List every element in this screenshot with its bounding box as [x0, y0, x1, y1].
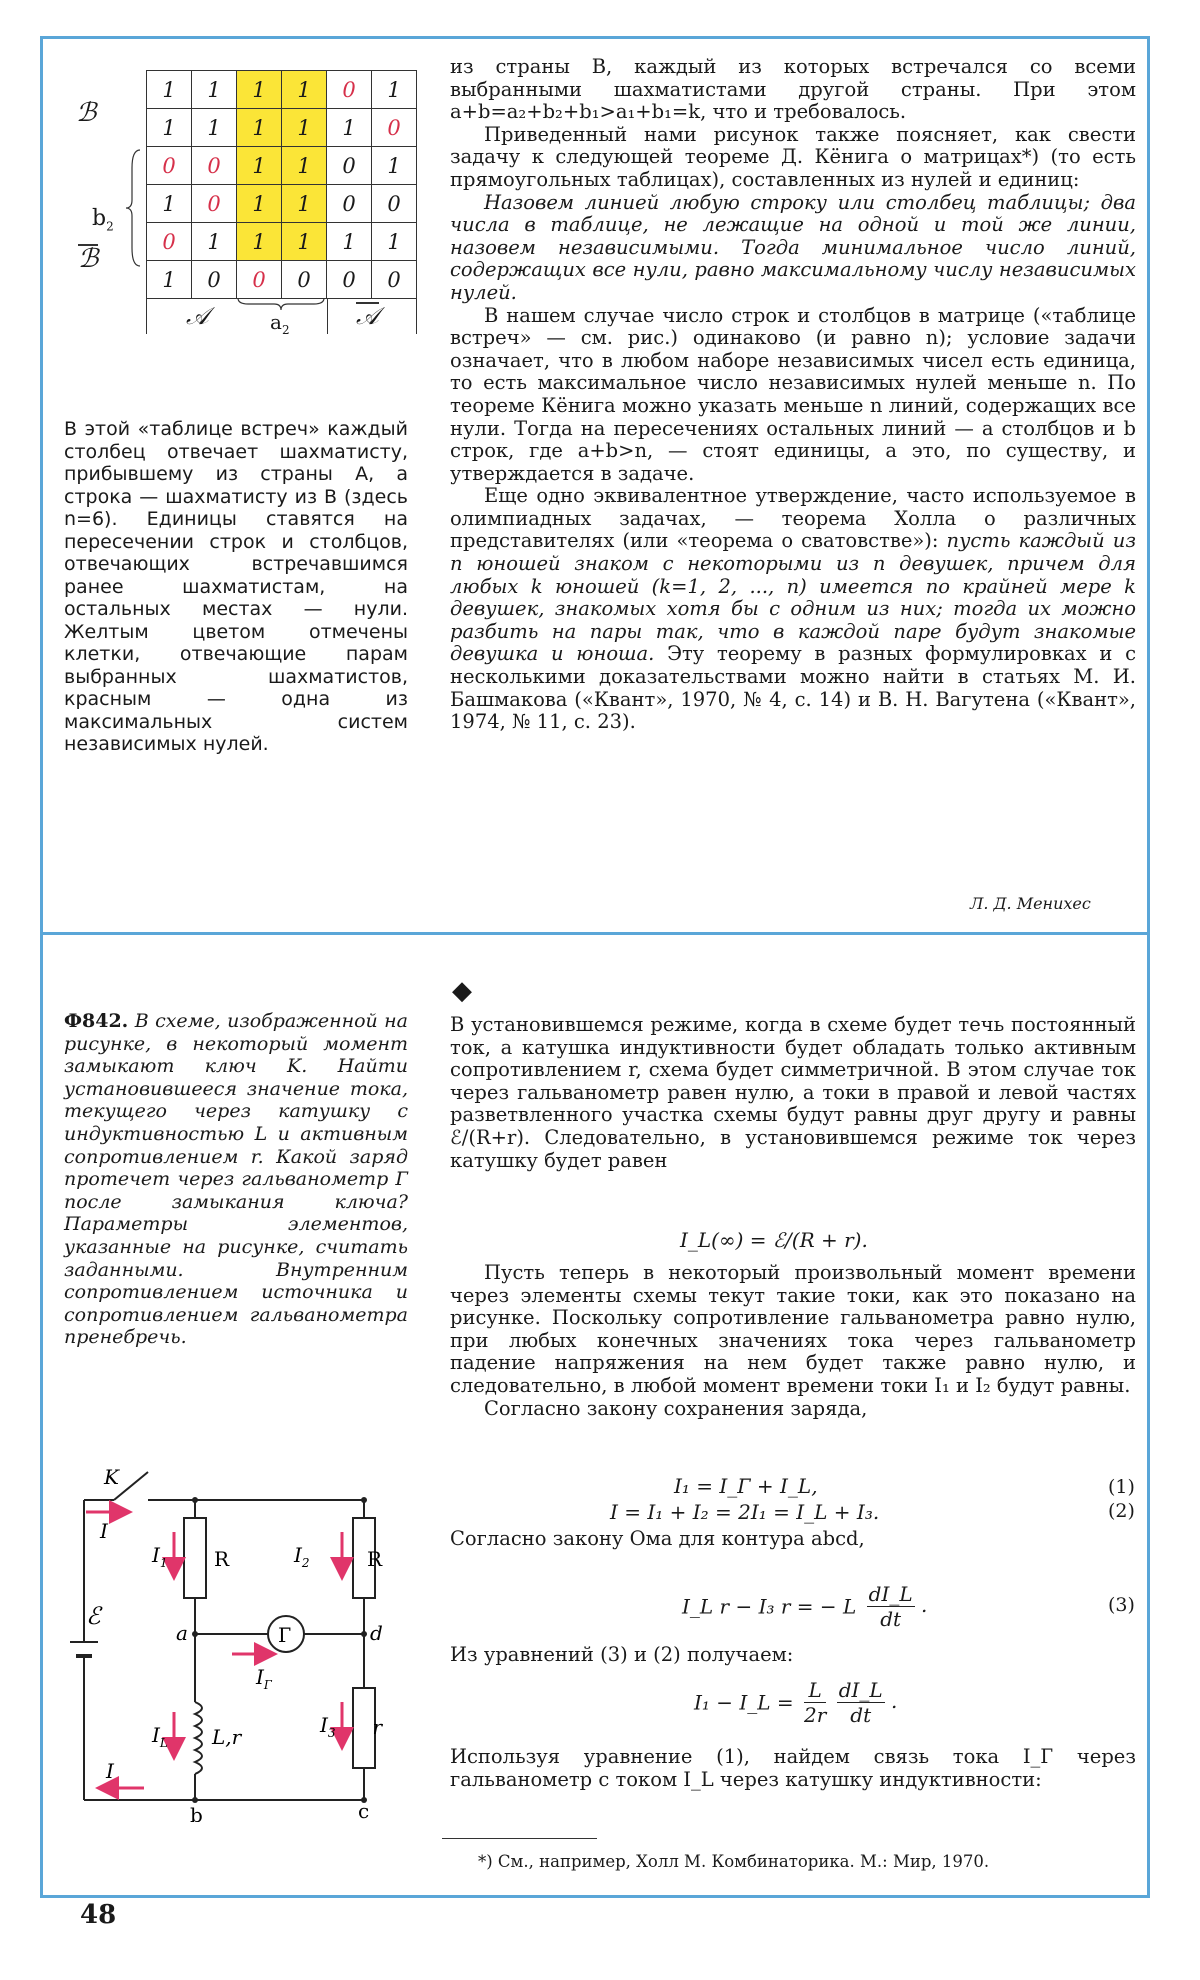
figure-caption	[64, 418, 408, 756]
problem-text: В схеме, изображенной на рисунке, в некоторый момент замыкают ключ K. Найти установившееся значение тока, текущего через катушку с индуктивностью L и активным сопротивлением r. Какой заряд протечет через гальванометр Г после замыкания ключа? Параметры элементов, указанные на рисунке, считать заданными. Внутренним сопротивлением источника и сопротивлением гальванометра пренебречь.	[64, 1010, 409, 1349]
matrix-cell: 0	[327, 261, 372, 299]
paragraph-3-theorem: Назовем линией любую строку или столбец таблицы; два числа в таблице, не лежащие на одной и той же линии, назовем независимыми. Тогда минимальное число линий, содержащих все нули, равно максимальному числу независимых нулей.	[450, 190, 1136, 304]
paragraph-4: В нашем случае число строк и столбцов в матрице («таблице встреч» — см. рис.) одинаково (и равно n); условие задачи означает, что в любом наборе независимых чисел есть единица, то есть максимальное число независимых нулей меньше n. По теореме Кёнига можно указать меньше n линий, содержащих все нули. Тогда на пересечениях остальных линий — a столбцов и b строк, где a+b>n, — стоят единицы, а это, по существу, и утверждается в задаче.	[450, 303, 1136, 485]
matrix-cell: 1	[282, 71, 327, 109]
label-I-bottom: I	[106, 1759, 114, 1783]
matrix-cell: 1	[237, 223, 282, 261]
eq-2: I = I₁ + I₂ = 2I₁ = I_L + I₃.	[610, 1500, 880, 1524]
signature: Л. Д. Менихес	[970, 894, 1091, 913]
solution-p5: Из уравнений (3) и (2) получаем:	[450, 1643, 794, 1666]
matrix-cell: 1	[237, 109, 282, 147]
footnote-rule	[442, 1838, 597, 1839]
matrix-cell: 1	[372, 223, 417, 261]
label-Abar: 𝒜	[356, 302, 379, 330]
solution-marker: ◆	[452, 976, 472, 1006]
matrix-cell: 1	[147, 261, 192, 299]
label-I1: $I_1$	[152, 1543, 168, 1570]
matrix-cell: 1	[282, 109, 327, 147]
matrix-cell: 0	[327, 71, 372, 109]
matrix-cell: 1	[237, 71, 282, 109]
matrix-cell: 1	[372, 147, 417, 185]
eq-3-number: (3)	[1108, 1594, 1135, 1616]
eq-steady: I_L(∞) = ℰ/(R + r).	[680, 1228, 868, 1252]
paragraph-2: Приведенный нами рисунок также поясняет, как свести задачу к следующей теореме Д. Кёнига о матрицах*) (то есть прямоугольных таблицах), составленных из нулей и единиц:	[450, 122, 1136, 191]
solution-p2: Пусть теперь в некоторый произвольный момент времени через элементы схемы текут такие токи, как это показано на рисунке. Поскольку сопротивление гальванометра равно нулю, при любых конечных значениях тока через гальванометр падение напряжения на нем будет также равно нулю, и следовательно, в любой момент времени токи I₁ и I₂ будут равны. Согласно закону сохранения заряда,	[450, 1261, 1136, 1420]
matrix-cell: 1	[237, 185, 282, 223]
label-A: 𝒜	[186, 302, 209, 330]
matrix-cell: 0	[327, 185, 372, 223]
matrix-column-labels	[146, 298, 416, 338]
matrix-cell: 1	[147, 109, 192, 147]
matrix-cell: 1	[192, 223, 237, 261]
node-a: a	[176, 1621, 188, 1645]
matrix-cell: 1	[237, 147, 282, 185]
caption-text: В этой «таблице встреч» каждый столбец отвечает шахматисту, прибывшему из страны A, а строка — шахматисту из B (здесь n=6). Единицы ставятся на пересечении строк и столбцов, отвечающих встречавшимся ранее шахматистам, на остальных местах — нули. Желтым цветом отмечены клетки, отвечающие парам выбранных шахматистов, красным — одна из максимальных систем независимых нулей.	[64, 418, 408, 755]
node-c: c	[358, 1799, 370, 1822]
solution-p4: Согласно закону Ома для контура abcd,	[450, 1527, 865, 1550]
matrix-cell: 0	[237, 261, 282, 299]
label-I-top: I	[100, 1519, 108, 1543]
matrix-cell: 0	[147, 223, 192, 261]
b2-brace	[126, 148, 146, 268]
matrix-cell: 1	[192, 71, 237, 109]
label-Bbar: ℬ	[78, 244, 99, 274]
eq-4: I₁ − I_L = $\frac{L}{2r}$ $\frac{dI\_L}{dt}$ .	[694, 1678, 898, 1727]
section-divider	[40, 932, 1150, 935]
page-number: 48	[80, 1900, 117, 1930]
node-d: d	[370, 1621, 383, 1645]
matrix-cell: 0	[192, 185, 237, 223]
label-a2: $a_2$	[270, 310, 290, 337]
label-B: ℬ	[76, 98, 97, 128]
eq-3: I_L r − I₃ r = − L $\frac{dI\_L}{dt}$ .	[682, 1582, 928, 1631]
matrix-cell: 0	[372, 185, 417, 223]
matrix-cell: 0	[192, 147, 237, 185]
node-b: b	[190, 1803, 203, 1822]
problem-number: Ф842.	[64, 1010, 129, 1032]
eq-1-number: (1)	[1108, 1476, 1135, 1498]
matrix-cell: 1	[192, 109, 237, 147]
matrix-cell: 1	[372, 71, 417, 109]
matrix-figure	[68, 58, 408, 378]
label-I3: $I_3$	[320, 1713, 336, 1740]
label-Lr: L,r	[212, 1725, 242, 1749]
matrix-cell: 0	[372, 109, 417, 147]
eq-1: I₁ = I_Г + I_L,	[674, 1474, 818, 1498]
problem-statement	[64, 1010, 408, 1349]
label-I2: $I_2$	[294, 1543, 310, 1570]
footnote: *) См., например, Холл М. Комбинаторика. М.: Мир, 1970.	[478, 1852, 990, 1871]
label-R2: R	[366, 1547, 382, 1571]
label-IL: $I_L$	[152, 1723, 168, 1750]
label-r: r	[372, 1715, 382, 1739]
label-b2: $b_2$	[92, 206, 114, 234]
article-continuation	[450, 56, 1136, 734]
label-R1: R	[214, 1547, 230, 1571]
solution-p1: В установившемся режиме, когда в схеме будет течь постоянный ток, а катушка индуктивности будет обладать только активным сопротивлением r, схема будет симметричной. В этом случае ток через гальванометр равен нулю, а токи в правой и левой частях разветвленного участка схемы будут равны друг другу и равны ℰ/(R+r). Следовательно, в установившемся режиме ток через катушку будет равен	[450, 1013, 1136, 1172]
matrix-cell: 0	[192, 261, 237, 299]
matrix-cell: 1	[327, 223, 372, 261]
paragraph-5: Еще одно эквивалентное утверждение, часто используемое в олимпиадных задачах, — теорема Холла о различных представителях (или «теорема о сватовстве»): пусть каждый из n юношей знаком с некоторыми из n девушек, причем для любых k юношей (k=1, 2, ..., n) имеется по крайней мере k девушек, знакомых хотя бы с одним из них; тогда их можно разбить на пары так, что в каждой паре будут знакомые девушка и юноша. Эту теорему в разных формулировках и с несколькими доказательствами можно найти в статьях М. И. Башмакова («Квант», 1970, № 4, с. 14) и В. Н. Вагутена («Квант», 1974, № 11, с. 23).	[450, 484, 1136, 734]
circuit-diagram	[64, 1462, 384, 1822]
matrix-cell: 1	[147, 185, 192, 223]
matrix-cell: 0	[282, 261, 327, 299]
matrix-cell: 1	[282, 147, 327, 185]
paragraph-1: из страны B, каждый из которых встречался со всеми выбранными шахматистами другой страны. При этом a+b=a₂+b₂+b₁>a₁+b₁=k, что и требовалось.	[450, 55, 1136, 124]
matrix-cell: 0	[147, 147, 192, 185]
matrix-cell: 1	[147, 71, 192, 109]
galvanometer-label: Г	[278, 1623, 292, 1647]
matrix-cell: 1	[282, 185, 327, 223]
matrix-grid	[146, 70, 417, 299]
matrix-cell: 0	[372, 261, 417, 299]
label-emf: ℰ	[86, 1602, 101, 1630]
eq-2-number: (2)	[1108, 1500, 1135, 1522]
label-IG: $I_Г$	[256, 1665, 272, 1692]
label-K: K	[104, 1465, 119, 1489]
matrix-cell: 1	[327, 109, 372, 147]
matrix-cell: 1	[282, 223, 327, 261]
matrix-cell: 0	[327, 147, 372, 185]
solution-p6: Используя уравнение (1), найдем связь тока I_Г через гальванометр с током I_L через катушку индуктивности:	[450, 1745, 1136, 1791]
